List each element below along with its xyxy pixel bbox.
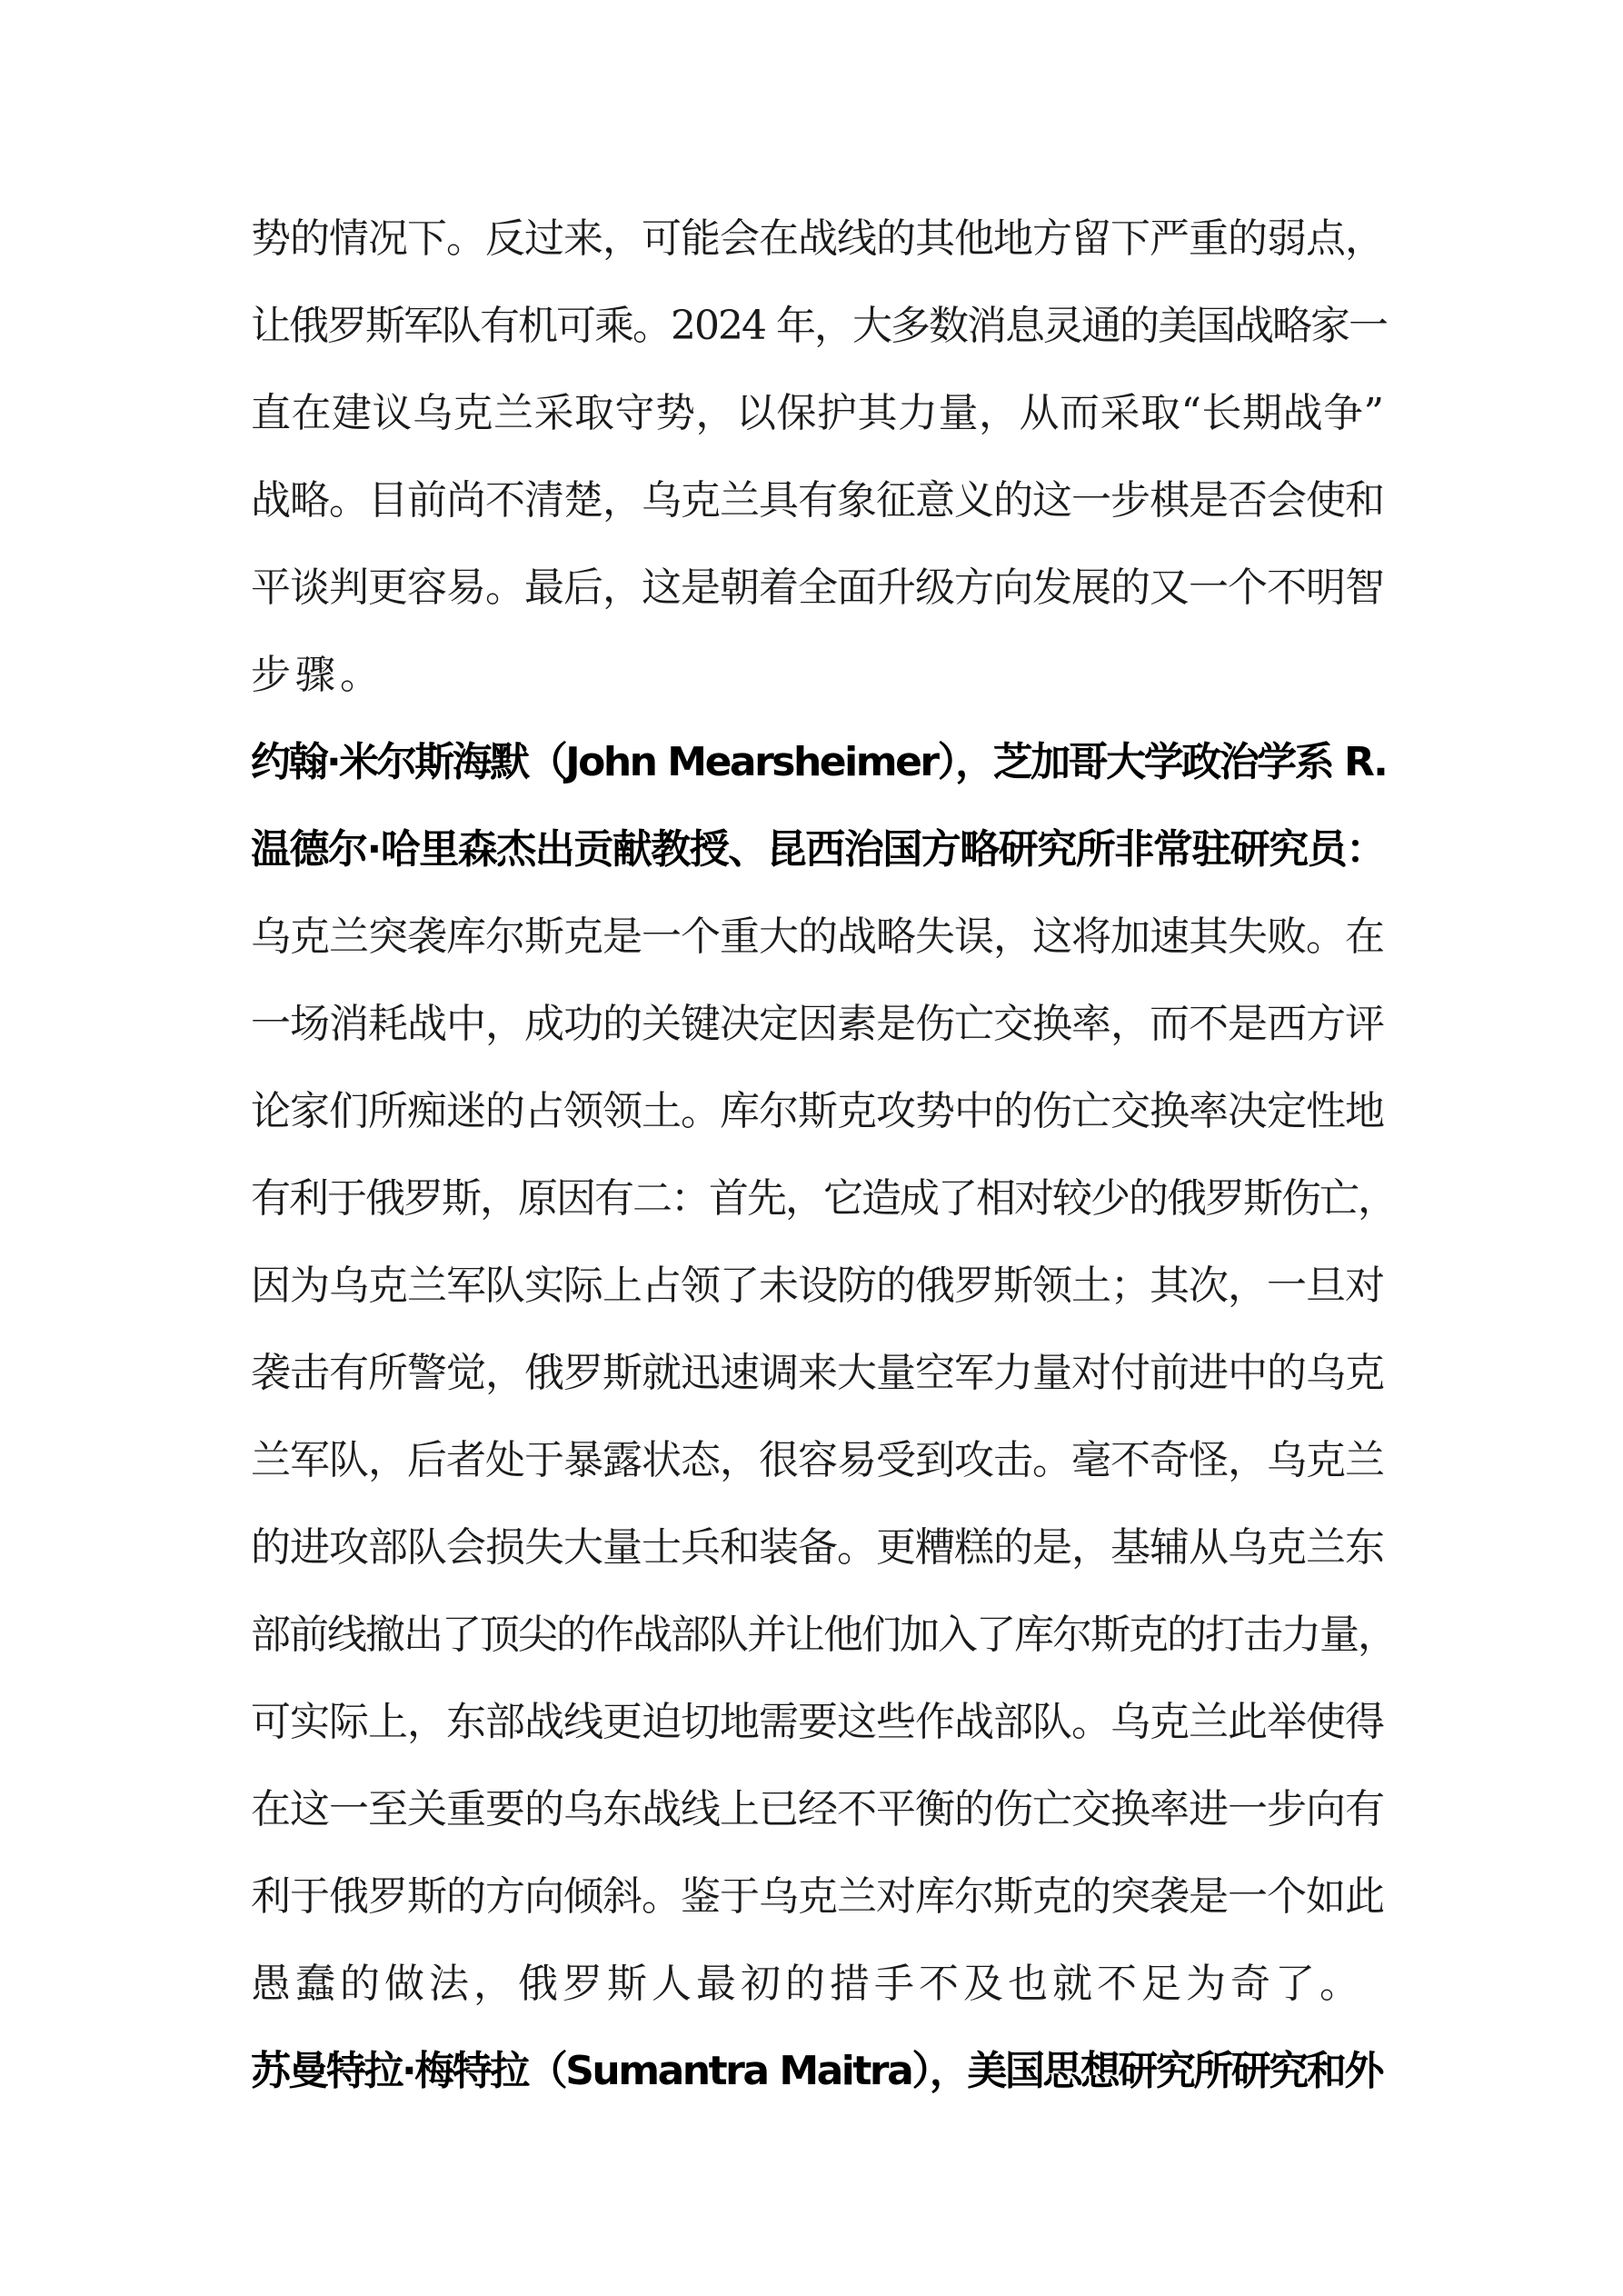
body-line-11: 论家们所痴迷的占领领土。库尔斯克攻势中的伤亡交换率决定性地 xyxy=(251,1088,1384,1134)
body-line-9: 乌克兰突袭库尔斯克是一个重大的战略失误，这将加速其失败。在 xyxy=(251,913,1384,960)
body-line-3: 直在建议乌克兰采取守势，以保护其力量，从而采取“长期战争” xyxy=(251,390,1385,436)
speaker-heading-maitra-line-1: 苏曼特拉·梅特拉（Sumantra Maitra），美国思想研究所研究和外 xyxy=(251,2048,1382,2094)
body-line-5: 平谈判更容易。最后，这是朝着全面升级方向发展的又一个不明智 xyxy=(251,564,1384,611)
body-line-18: 可实际上，东部战线更迫切地需要这些作战部队。乌克兰此举使得 xyxy=(251,1699,1384,1745)
speaker-heading-mearsheimer-line-2: 温德尔·哈里森杰出贡献教授、昆西治国方略研究所非常驻研究员： xyxy=(251,826,1385,873)
speaker-heading-mearsheimer-line-1: 约翰·米尔斯海默（John Mearsheimer），芝加哥大学政治学系 R. xyxy=(251,739,1387,785)
body-line-10: 一场消耗战中，成功的关键决定因素是伤亡交换率，而不是西方评 xyxy=(251,1001,1384,1047)
body-line-12: 有利于俄罗斯，原因有二：首先，它造成了相对较少的俄罗斯伤亡， xyxy=(251,1175,1396,1222)
body-line-20: 利于俄罗斯的方向倾斜。鉴于乌克兰对库尔斯克的突袭是一个如此 xyxy=(251,1873,1384,1920)
body-line-13: 因为乌克兰军队实际上占领了未设防的俄罗斯领土；其次，一旦对 xyxy=(251,1263,1384,1309)
body-line-6: 步骤。 xyxy=(251,652,384,698)
body-line-4: 战略。目前尚不清楚，乌克兰具有象征意义的这一步棋是否会使和 xyxy=(251,477,1384,524)
body-line-2: 让俄罗斯军队有机可乘。2024 年，大多数消息灵通的美国战略家一 xyxy=(251,303,1387,349)
body-line-21: 愚蠢的做法，俄罗斯人最初的措手不及也就不足为奇了。 xyxy=(251,1961,1364,2007)
body-line-17: 部前线撤出了顶尖的作战部队并让他们加入了库尔斯克的打击力量， xyxy=(251,1612,1396,1658)
body-line-19: 在这一至关重要的乌东战线上已经不平衡的伤亡交换率进一步向有 xyxy=(251,1786,1384,1832)
body-line-16: 的进攻部队会损失大量士兵和装备。更糟糕的是，基辅从乌克兰东 xyxy=(251,1524,1384,1571)
body-line-15: 兰军队，后者处于暴露状态，很容易受到攻击。毫不奇怪，乌克兰 xyxy=(251,1437,1384,1483)
body-line-14: 袭击有所警觉，俄罗斯就迅速调来大量空军力量对付前进中的乌克 xyxy=(251,1350,1384,1396)
body-line-1: 势的情况下。反过来，可能会在战线的其他地方留下严重的弱点， xyxy=(251,215,1384,262)
